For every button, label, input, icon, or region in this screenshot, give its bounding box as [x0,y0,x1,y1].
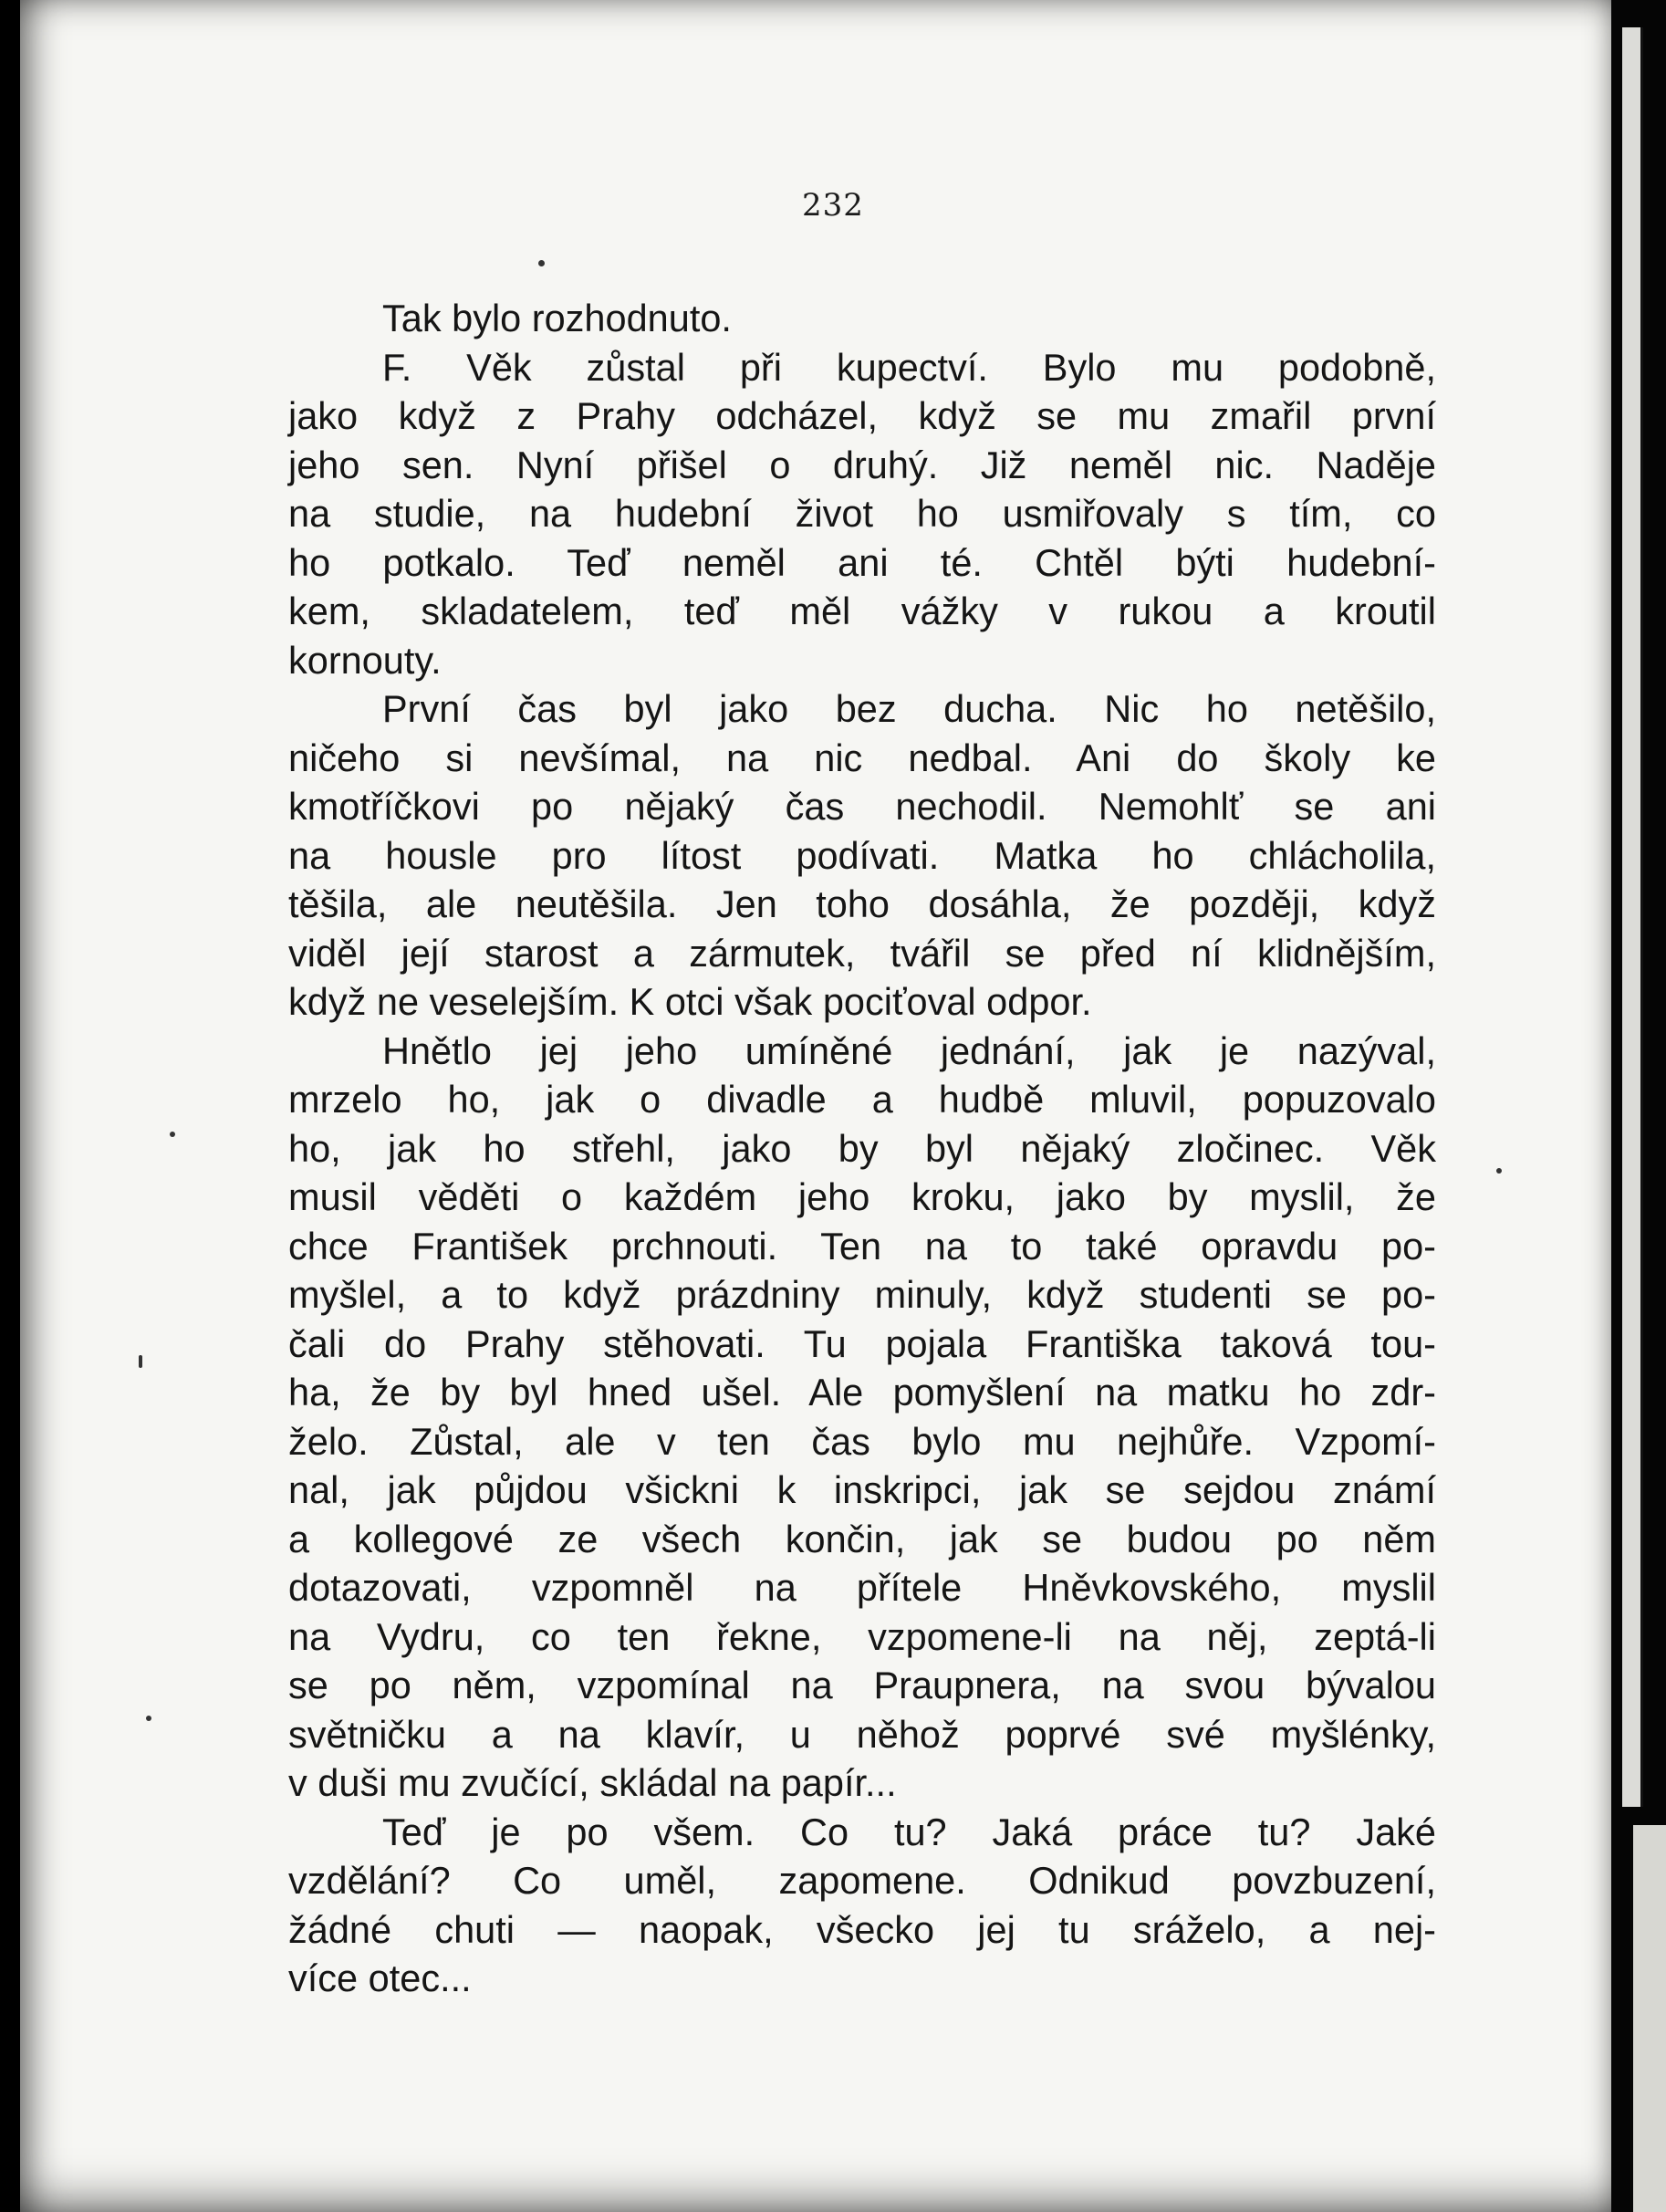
text-line: ha, že by byl hned ušel. Ale pomyšlení na matku ho zdr- [288,1371,1436,1414]
scan-speck [139,1355,142,1368]
text-line: musil věděti o každém jeho kroku, jako by myslil, že [288,1175,1436,1218]
text-line: více otec... [288,1956,472,1999]
text-line: mrzelo ho, jak o divadle a hudbě mluvil, popuzovalo [288,1078,1436,1121]
text-line: ho potkalo. Teď neměl ani té. Chtěl býti hudební- [288,540,1436,584]
text-line: v duši mu zvučící, skládal na papír... [288,1761,897,1804]
text-line: Hnětlo jej jeho umíněné jednání, jak je nazýval, [382,1028,1436,1072]
adjacent-page-edge-lower [1633,1825,1666,2212]
text-line: Teď je po všem. Co tu? Jaká práce tu? Jaké [382,1810,1436,1853]
text-line: kem, skladatelem, teď měl vážky v rukou a kroutil [288,590,1436,632]
text-line: na studie, na hudební život ho usmiřovaly s tím, co [288,492,1436,535]
text-line: na housle pro lítost podívati. Matka ho chlácholila, [288,833,1436,877]
text-line: želo. Zůstal, ale v ten čas bylo mu nejhůře. Vzpomí- [288,1419,1436,1463]
scan-speck [1496,1168,1502,1174]
scan-speck [538,260,545,266]
text-line: jako když z Prahy odcházel, když se mu zmařil první [288,394,1436,437]
text-line: dotazovati, vzpomněl na přítele Hněvkovského, myslil [288,1566,1436,1609]
text-line: a kollegové ze všech končin, jak se budou po něm [288,1517,1436,1560]
text-line: První čas byl jako bez ducha. Nic ho netěšilo, [382,687,1436,730]
text-line: nal, jak půjdou všickni k inskripci, jak se sejdou známí [288,1468,1436,1511]
text-line: žádné chuti — naopak, všecko jej tu sráželo, a nej- [288,1907,1436,1951]
scan-speck [170,1132,175,1137]
text-line: viděl její starost a zármutek, tvářil se před ní klidnějším, [288,931,1436,975]
text-line: ho, jak ho střehl, jako by byl nějaký zločinec. Věk [288,1126,1436,1170]
text-line: na Vydru, co ten řekne, vzpomene-li na něj, zeptá-li [288,1614,1436,1658]
page-number: 232 [802,187,864,224]
text-line: ničeho si nevšímal, na nic nedbal. Ani do školy ke [288,736,1436,779]
text-line: Tak bylo rozhodnuto. [382,297,732,339]
text-line: světničku a na klavír, u něhož poprvé své myšlénky, [288,1712,1436,1756]
text-line: jeho sen. Nyní přišel o druhý. Již neměl nic. Naděje [288,443,1436,486]
text-line: kmotříčkovi po nějaký čas nechodil. Nemohlť se ani [288,785,1436,828]
scan-speck [146,1716,151,1721]
text-line: těšila, ale neutěšila. Jen toho dosáhla, že později, když [288,882,1436,925]
body-text [288,294,1436,2003]
text-line: chce František prchnouti. Ten na to také opravdu po- [288,1224,1436,1268]
text-line: F. Věk zůstal při kupectví. Bylo mu podobně, [382,345,1436,389]
text-line: se po něm, vzpomínal na Praupnera, na svou bývalou [288,1664,1436,1706]
text-line: když ne veselejším. K otci však pociťoval odpor. [288,980,1092,1023]
text-line: kornouty. [288,638,442,682]
text-line: vzdělání? Co uměl, zapomene. Odnikud povzbuzení, [288,1859,1436,1902]
adjacent-page-edge [1622,27,1643,1807]
text-line: myšlel, a to když prázdniny minuly, když studenti se po- [288,1273,1436,1316]
text-line: čali do Prahy stěhovati. Tu pojala Františka taková tou- [288,1321,1436,1365]
